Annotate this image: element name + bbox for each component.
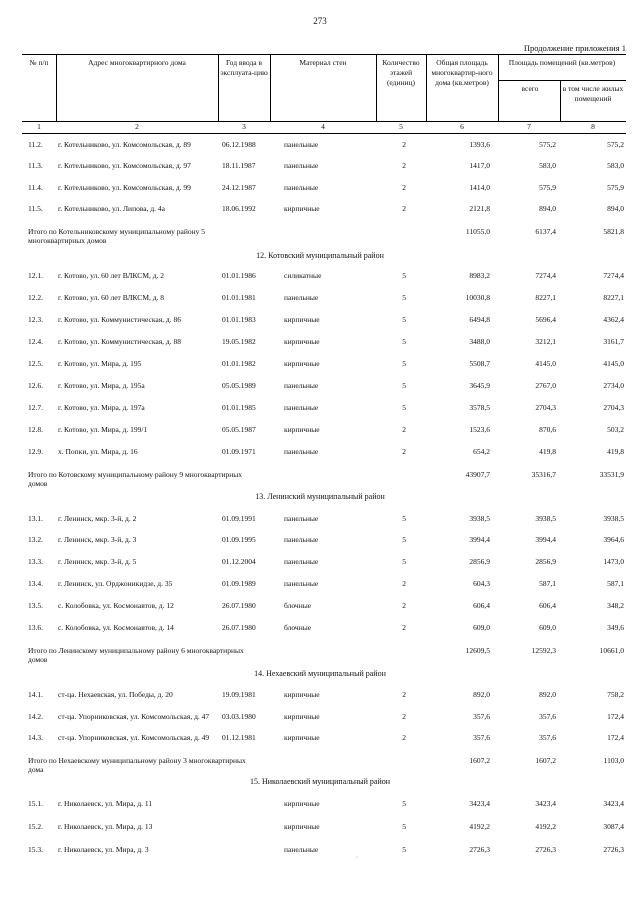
row-address: г. Котово, ул. 60 лет ВЛКСМ, д. 2 bbox=[58, 271, 165, 280]
total-living-area: 1103,0 bbox=[603, 756, 624, 765]
row-total-area: 4192,2 bbox=[469, 822, 490, 831]
row-address: г. Котельниково, ул. Комсомольская, д. 97 bbox=[58, 161, 191, 170]
row-year: 01.09.1971 bbox=[222, 447, 256, 456]
row-total-area: 6494,8 bbox=[469, 315, 490, 324]
row-number: 12.7. bbox=[28, 403, 43, 412]
row-number: 12.5. bbox=[28, 359, 43, 368]
section-heading: 12. Котовский муниципальный район bbox=[256, 251, 384, 260]
row-living-area: 2704,3 bbox=[603, 403, 624, 412]
row-number: 14.2. bbox=[28, 712, 43, 721]
row-floors: 2 bbox=[402, 623, 406, 632]
row-year: 03.03.1980 bbox=[222, 712, 256, 721]
row-total-area: 3994,4 bbox=[469, 535, 490, 544]
row-floors: 5 bbox=[402, 403, 406, 412]
row-address: х. Попки, ул. Мира, д. 16 bbox=[58, 447, 138, 456]
row-total-area: 357,6 bbox=[473, 733, 490, 742]
row-address: г. Николаевск, ул. Мира, д. 3 bbox=[58, 845, 149, 854]
row-living-area: 172,4 bbox=[607, 733, 624, 742]
row-total-area: 2121,8 bbox=[469, 204, 490, 213]
header-living: в том числе жилых помещений bbox=[562, 84, 624, 103]
row-address: г. Котово, ул. Мира, д. 195а bbox=[58, 381, 145, 390]
row-number: 12.6. bbox=[28, 381, 43, 390]
row-total-area: 1393,6 bbox=[469, 140, 490, 149]
row-number: 15.3. bbox=[28, 845, 43, 854]
row-number: 13.4. bbox=[28, 579, 43, 588]
table-row bbox=[0, 535, 640, 549]
row-living-area: 172,4 bbox=[607, 712, 624, 721]
row-year: 18.06.1992 bbox=[222, 204, 256, 213]
row-living-area: 503,2 bbox=[607, 425, 624, 434]
row-year: 01.01.1986 bbox=[222, 271, 256, 280]
row-floors: 5 bbox=[402, 535, 406, 544]
row-address: с. Колобовка, ул. Космонавтов, д. 12 bbox=[58, 601, 174, 610]
col-number: 4 bbox=[321, 122, 325, 131]
row-number: 13.3. bbox=[28, 557, 43, 566]
row-rooms-area: 5696,4 bbox=[535, 315, 556, 324]
row-living-area: 3423,4 bbox=[603, 799, 624, 808]
row-address: г. Котельниково, ул. Липова, д. 4а bbox=[58, 204, 166, 213]
row-number: 12.2. bbox=[28, 293, 43, 302]
row-address: г. Котово, ул. 60 лет ВЛКСМ, д. 8 bbox=[58, 293, 165, 302]
row-living-area: 2734,0 bbox=[603, 381, 624, 390]
table-row bbox=[0, 315, 640, 329]
row-address: г. Котово, ул. Коммунистическая, д. 88 bbox=[58, 337, 181, 346]
row-year: 01.01.1983 bbox=[222, 315, 256, 324]
table-row bbox=[0, 337, 640, 351]
row-number: 12.1. bbox=[28, 271, 43, 280]
row-year: 01.12.2004 bbox=[222, 557, 256, 566]
row-rooms-area: 609,0 bbox=[539, 623, 556, 632]
row-address: г. Котово, ул. Мира, д. 195 bbox=[58, 359, 142, 368]
row-total-area: 3488,0 bbox=[469, 337, 490, 346]
row-rooms-area: 587,1 bbox=[539, 579, 556, 588]
row-address: г. Котово, ул. Мира, д. 199/1 bbox=[58, 425, 148, 434]
row-floors: 2 bbox=[402, 204, 406, 213]
row-rooms-area: 357,6 bbox=[539, 712, 556, 721]
row-total-area: 3938,5 bbox=[469, 514, 490, 523]
table-row bbox=[0, 733, 640, 747]
row-year: 18.11.1987 bbox=[222, 161, 256, 170]
row-number: 15.2. bbox=[28, 822, 43, 831]
row-rooms-area: 3423,4 bbox=[535, 799, 556, 808]
row-floors: 2 bbox=[402, 579, 406, 588]
total-living-area: 10661,0 bbox=[599, 646, 624, 655]
row-address: г. Котельниково, ул. Комсомольская, д. 89 bbox=[58, 140, 191, 149]
header-num: № п/п bbox=[29, 58, 49, 67]
total-rooms-area: 12592,3 bbox=[531, 646, 556, 655]
row-rooms-area: 4192,2 bbox=[535, 822, 556, 831]
table-row bbox=[0, 799, 640, 813]
row-walls: панельные bbox=[284, 140, 319, 149]
row-number: 13.1. bbox=[28, 514, 43, 523]
row-floors: 5 bbox=[402, 799, 406, 808]
table-row bbox=[0, 403, 640, 417]
row-number: 14.1. bbox=[28, 690, 43, 699]
row-walls: кирпичные bbox=[284, 359, 320, 368]
row-total-area: 2726,3 bbox=[469, 845, 490, 854]
row-year: 01.12.1981 bbox=[222, 733, 256, 742]
total-label: Итого по Котовскому муниципальному району 9 многоквартирных домов bbox=[28, 470, 243, 488]
row-living-area: 7274,4 bbox=[603, 271, 624, 280]
table-row bbox=[0, 161, 640, 175]
table-row bbox=[0, 271, 640, 285]
row-year: 26.07.1980 bbox=[222, 623, 256, 632]
row-total-area: 1417,0 bbox=[469, 161, 490, 170]
row-total-area: 892,0 bbox=[473, 690, 490, 699]
col-number: 6 bbox=[460, 122, 464, 131]
table-row bbox=[0, 514, 640, 528]
row-floors: 5 bbox=[402, 514, 406, 523]
row-rooms-area: 2704,3 bbox=[535, 403, 556, 412]
table-row bbox=[0, 359, 640, 373]
row-year: 24.12.1987 bbox=[222, 183, 256, 192]
row-living-area: 349,6 bbox=[607, 623, 624, 632]
header-rooms-area: Площадь помещений (кв.метров) bbox=[508, 58, 616, 67]
table-row bbox=[0, 557, 640, 571]
row-living-area: 575,2 bbox=[607, 140, 624, 149]
row-living-area: 4362,4 bbox=[603, 315, 624, 324]
row-floors: 5 bbox=[402, 315, 406, 324]
row-address: г. Ленинск, мкр. 3-й, д. 3 bbox=[58, 535, 137, 544]
row-address: г. Ленинск, ул. Орджоникидзе, д. 35 bbox=[58, 579, 173, 588]
row-living-area: 3938,5 bbox=[603, 514, 624, 523]
row-walls: панельные bbox=[284, 535, 319, 544]
row-number: 11.2. bbox=[28, 140, 43, 149]
row-address: г. Котово, ул. Коммунистическая, д. 86 bbox=[58, 315, 181, 324]
section-heading: 15. Николаевский муниципальный район bbox=[249, 777, 391, 786]
row-rooms-area: 357,6 bbox=[539, 733, 556, 742]
table-row bbox=[0, 140, 640, 154]
row-rooms-area: 2767,0 bbox=[535, 381, 556, 390]
row-walls: панельные bbox=[284, 293, 319, 302]
row-living-area: 583,0 bbox=[607, 161, 624, 170]
col-number: 7 bbox=[527, 122, 531, 131]
row-total-area: 606,4 bbox=[473, 601, 490, 610]
total-rooms-area: 6137,4 bbox=[535, 227, 556, 236]
row-number: 12.4. bbox=[28, 337, 43, 346]
total-area: 11055,0 bbox=[465, 227, 490, 236]
row-year: 01.09.1995 bbox=[222, 535, 256, 544]
row-rooms-area: 3994,4 bbox=[535, 535, 556, 544]
row-living-area: 3964,6 bbox=[603, 535, 624, 544]
header-total-area: Общая площадь многоквартир-ного дома (кв.метров) bbox=[431, 58, 493, 87]
row-total-area: 10030,8 bbox=[465, 293, 490, 302]
row-floors: 2 bbox=[402, 601, 406, 610]
row-total-area: 604,3 bbox=[473, 579, 490, 588]
row-walls: панельные bbox=[284, 403, 319, 412]
row-living-area: 3087,4 bbox=[603, 822, 624, 831]
table-row bbox=[0, 381, 640, 395]
row-total-area: 2856,9 bbox=[469, 557, 490, 566]
row-year: 01.01.1982 bbox=[222, 359, 256, 368]
row-number: 12.8. bbox=[28, 425, 43, 434]
row-floors: 5 bbox=[402, 337, 406, 346]
row-number: 13.5. bbox=[28, 601, 43, 610]
total-living-area: 5821,8 bbox=[603, 227, 624, 236]
row-living-area: 758,2 bbox=[607, 690, 624, 699]
row-floors: 2 bbox=[402, 690, 406, 699]
row-year: 01.01.1985 bbox=[222, 403, 256, 412]
total-rooms-area: 1607,2 bbox=[535, 756, 556, 765]
row-number: 15.1. bbox=[28, 799, 43, 808]
row-floors: 2 bbox=[402, 183, 406, 192]
row-walls: панельные bbox=[284, 183, 319, 192]
row-total-area: 1414,0 bbox=[469, 183, 490, 192]
table-row bbox=[0, 601, 640, 615]
row-living-area: 1473,0 bbox=[603, 557, 624, 566]
row-walls: панельные bbox=[284, 381, 319, 390]
row-total-area: 654,2 bbox=[473, 447, 490, 456]
header-all: всего bbox=[521, 84, 539, 93]
row-rooms-area: 2726,3 bbox=[535, 845, 556, 854]
row-rooms-area: 894,0 bbox=[539, 204, 556, 213]
table-row bbox=[0, 822, 640, 836]
row-total-area: 357,6 bbox=[473, 712, 490, 721]
col-number: 2 bbox=[135, 122, 139, 131]
row-rooms-area: 583,0 bbox=[539, 161, 556, 170]
row-address: ст-ца. Нехаевская, ул. Победы, д. 20 bbox=[58, 690, 173, 699]
row-total-area: 3423,4 bbox=[469, 799, 490, 808]
row-year: 26.07.1980 bbox=[222, 601, 256, 610]
col-number: 5 bbox=[399, 122, 403, 131]
row-number: 13.6. bbox=[28, 623, 43, 632]
row-address: г. Котельниково, ул. Комсомольская, д. 99 bbox=[58, 183, 191, 192]
row-walls: блочные bbox=[284, 601, 312, 610]
row-rooms-area: 575,2 bbox=[539, 140, 556, 149]
section-heading: 14. Нехаевский муниципальный район bbox=[254, 669, 386, 678]
row-year: 19.09.1981 bbox=[222, 690, 256, 699]
row-walls: панельные bbox=[284, 845, 319, 854]
row-floors: 2 bbox=[402, 447, 406, 456]
row-address: г. Николаевск, ул. Мира, д. 11 bbox=[58, 799, 153, 808]
row-walls: панельные bbox=[284, 557, 319, 566]
row-total-area: 3578,5 bbox=[469, 403, 490, 412]
row-address: г. Николаевск, ул. Мира, д. 13 bbox=[58, 822, 153, 831]
row-living-area: 575,9 bbox=[607, 183, 624, 192]
row-year: 19.05.1982 bbox=[222, 337, 256, 346]
row-walls: кирпичные bbox=[284, 822, 320, 831]
row-rooms-area: 3938,5 bbox=[535, 514, 556, 523]
table-row bbox=[0, 183, 640, 197]
row-rooms-area: 3212,1 bbox=[535, 337, 556, 346]
row-living-area: 587,1 bbox=[607, 579, 624, 588]
row-walls: кирпичные bbox=[284, 690, 320, 699]
row-rooms-area: 4145,0 bbox=[535, 359, 556, 368]
row-number: 11.3. bbox=[28, 161, 43, 170]
row-walls: кирпичные bbox=[284, 733, 320, 742]
total-label: Итого по Котельниковскому муниципальному району 5 многоквартирных домов bbox=[28, 227, 206, 245]
header-year: Год ввода в эксплуата-цию bbox=[220, 58, 268, 77]
table-row bbox=[0, 425, 640, 439]
row-living-area: 8227,1 bbox=[603, 293, 624, 302]
col-number: 1 bbox=[37, 122, 41, 131]
row-living-area: 2726,3 bbox=[603, 845, 624, 854]
row-living-area: 894,0 bbox=[607, 204, 624, 213]
row-total-area: 5508,7 bbox=[469, 359, 490, 368]
total-area: 12609,5 bbox=[465, 646, 490, 655]
row-floors: 2 bbox=[402, 733, 406, 742]
row-rooms-area: 870,6 bbox=[539, 425, 556, 434]
row-floors: 5 bbox=[402, 381, 406, 390]
row-rooms-area: 606,4 bbox=[539, 601, 556, 610]
row-rooms-area: 7274,4 bbox=[535, 271, 556, 280]
row-year: 01.09.1989 bbox=[222, 579, 256, 588]
row-total-area: 609,0 bbox=[473, 623, 490, 632]
row-living-area: 3161,7 bbox=[603, 337, 624, 346]
row-address: г. Ленинск, мкр. 3-й, д. 2 bbox=[58, 514, 137, 523]
row-living-area: 419,8 bbox=[607, 447, 624, 456]
row-total-area: 3645,9 bbox=[469, 381, 490, 390]
row-number: 11.5. bbox=[28, 204, 43, 213]
table-row bbox=[0, 293, 640, 307]
row-address: ст-ца. Упорниковская, ул. Комсомольская, д. 47 bbox=[58, 712, 210, 721]
row-living-area: 348,2 bbox=[607, 601, 624, 610]
page-number: 273 bbox=[313, 16, 327, 26]
table-row bbox=[0, 204, 640, 218]
row-year: 05.05.1989 bbox=[222, 381, 256, 390]
row-walls: панельные bbox=[284, 447, 319, 456]
row-rooms-area: 892,0 bbox=[539, 690, 556, 699]
row-number: 12.3. bbox=[28, 315, 43, 324]
row-number: 14.3. bbox=[28, 733, 43, 742]
table-row bbox=[0, 579, 640, 593]
row-floors: 2 bbox=[402, 161, 406, 170]
row-walls: кирпичные bbox=[284, 425, 320, 434]
total-rooms-area: 35316,7 bbox=[531, 470, 556, 479]
section-heading: 13. Ленинский муниципальный район bbox=[255, 492, 385, 501]
row-walls: кирпичные bbox=[284, 712, 320, 721]
row-total-area: 1523,6 bbox=[469, 425, 490, 434]
row-floors: 5 bbox=[402, 557, 406, 566]
row-walls: кирпичные bbox=[284, 315, 320, 324]
row-walls: кирпичные bbox=[284, 799, 320, 808]
row-walls: панельные bbox=[284, 514, 319, 523]
header-address: Адрес многоквартирного дома bbox=[88, 58, 186, 67]
row-floors: 5 bbox=[402, 271, 406, 280]
row-walls: кирпичные bbox=[284, 337, 320, 346]
row-rooms-area: 2856,9 bbox=[535, 557, 556, 566]
row-number: 13.2. bbox=[28, 535, 43, 544]
row-floors: 2 bbox=[402, 140, 406, 149]
row-walls: панельные bbox=[284, 579, 319, 588]
row-total-area: 8983,2 bbox=[469, 271, 490, 280]
row-floors: 5 bbox=[402, 822, 406, 831]
row-floors: 5 bbox=[402, 293, 406, 302]
table-row bbox=[0, 845, 640, 859]
row-walls: панельные bbox=[284, 161, 319, 170]
row-address: г. Ленинск, мкр. 3-й, д. 5 bbox=[58, 557, 137, 566]
col-number: 8 bbox=[591, 122, 595, 131]
table-row bbox=[0, 712, 640, 726]
row-walls: блочные bbox=[284, 623, 312, 632]
row-year: 05.05.1987 bbox=[222, 425, 256, 434]
row-address: ст-ца. Упорниковская, ул. Комсомольская, д. 49 bbox=[58, 733, 210, 742]
header-floors: Количество этажей (единиц) bbox=[382, 58, 420, 87]
total-label: Итого по Ленинскому муниципальному району 6 многоквартирных домов bbox=[28, 646, 244, 664]
row-floors: 2 bbox=[402, 425, 406, 434]
total-label: Итого по Нехаевскому муниципальному району 3 многоквартирных дома bbox=[28, 756, 246, 774]
row-walls: кирпичные bbox=[284, 204, 320, 213]
row-living-area: 4145,0 bbox=[603, 359, 624, 368]
table-row bbox=[0, 447, 640, 461]
row-rooms-area: 419,8 bbox=[539, 447, 556, 456]
row-year: 01.09.1991 bbox=[222, 514, 256, 523]
table-row bbox=[0, 690, 640, 704]
row-walls: силикатные bbox=[284, 271, 322, 280]
row-number: 12.9. bbox=[28, 447, 43, 456]
row-address: г. Котово, ул. Мира, д. 197а bbox=[58, 403, 145, 412]
total-area: 43907,7 bbox=[465, 470, 490, 479]
row-rooms-area: 575,9 bbox=[539, 183, 556, 192]
col-number: 3 bbox=[242, 122, 246, 131]
total-living-area: 33531,9 bbox=[599, 470, 624, 479]
row-year: 01.01.1981 bbox=[222, 293, 256, 302]
row-rooms-area: 8227,1 bbox=[535, 293, 556, 302]
row-number: 11.4. bbox=[28, 183, 43, 192]
column-numbers bbox=[22, 121, 626, 134]
row-floors: 5 bbox=[402, 845, 406, 854]
total-area: 1607,2 bbox=[469, 756, 490, 765]
continuation-label: Продолжение приложения 1 bbox=[523, 43, 626, 53]
row-floors: 5 bbox=[402, 359, 406, 368]
row-year: 06.12.1988 bbox=[222, 140, 256, 149]
row-address: с. Колобовка, ул. Космонавтов, д. 14 bbox=[58, 623, 174, 632]
row-floors: 2 bbox=[402, 712, 406, 721]
table-row bbox=[0, 623, 640, 637]
header-walls: Материал стен bbox=[299, 58, 347, 67]
table-header bbox=[22, 54, 626, 122]
